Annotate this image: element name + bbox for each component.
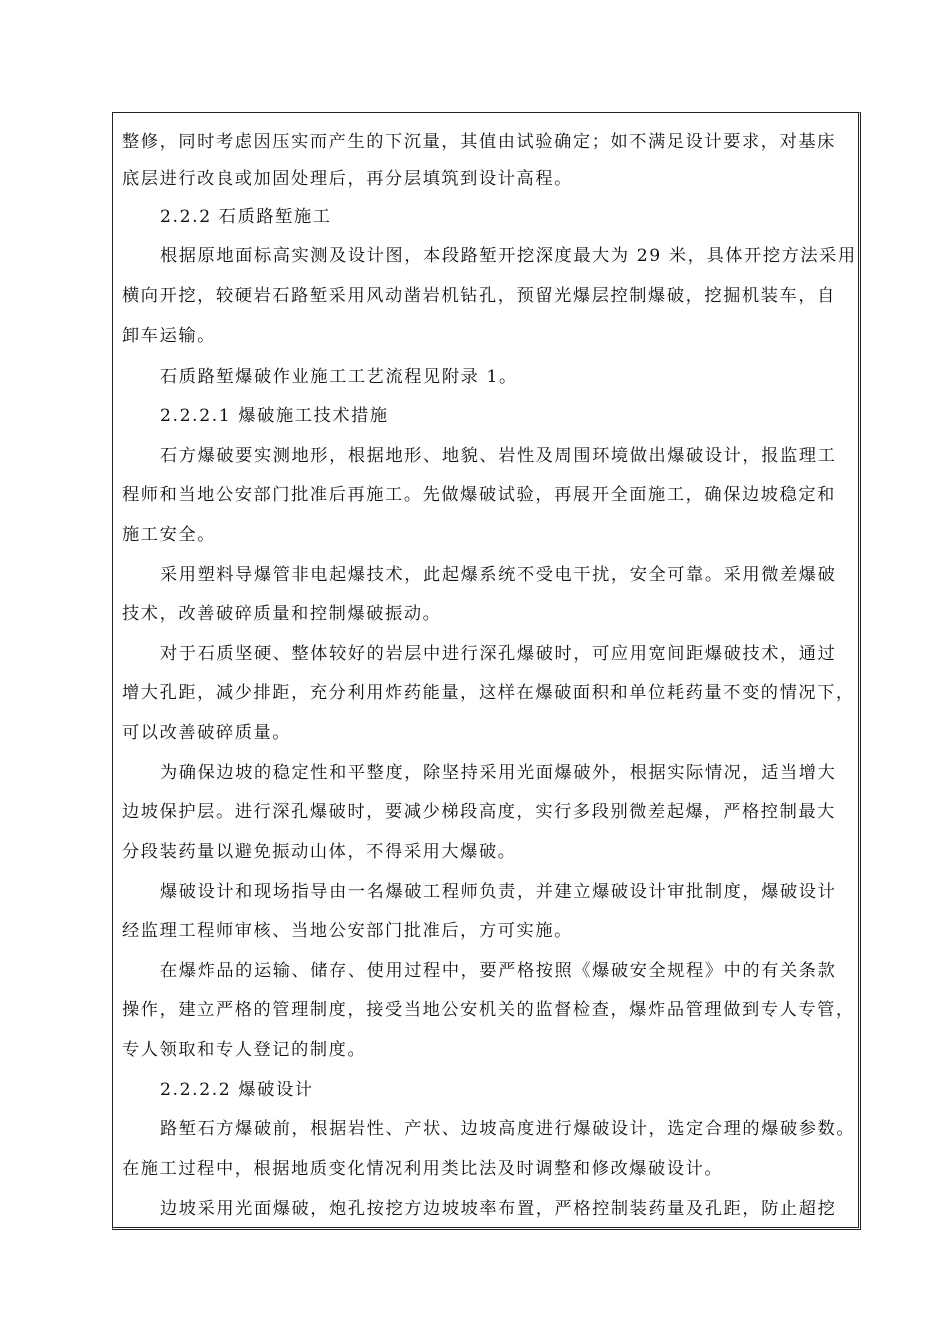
text-line: 边坡保护层。进行深孔爆破时，要减少梯段高度，实行多段别微差起爆，严格控制最大 — [122, 802, 836, 822]
text-line: 技术，改善破碎质量和控制爆破振动。 — [122, 604, 442, 624]
text-line: 爆破设计和现场指导由一名爆破工程师负责，并建立爆破设计审批制度，爆破设计 — [160, 882, 837, 902]
section-heading: 2.2.2 石质路堑施工 — [160, 207, 332, 227]
text-line: 在爆炸品的运输、储存、使用过程中，要严格按照《爆破安全规程》中的有关条款 — [160, 961, 837, 981]
text-line: 根据原地面标高实测及设计图，本段路堑开挖深度最大为 29 米，具体开挖方法采用 — [160, 246, 857, 266]
document-frame — [112, 112, 861, 1230]
text-line: 增大孔距，减少排距，充分利用炸药能量，这样在爆破面积和单位耗药量不变的情况下， — [122, 683, 855, 703]
text-line: 操作，建立严格的管理制度，接受当地公安机关的监督检查，爆炸品管理做到专人专管， — [122, 1000, 855, 1020]
text-line: 石方爆破要实测地形，根据地形、地貌、岩性及周围环境做出爆破设计，报监理工 — [160, 446, 837, 466]
text-line: 专人领取和专人登记的制度。 — [122, 1040, 367, 1060]
text-line: 采用塑料导爆管非电起爆技术，此起爆系统不受电干扰，安全可靠。采用微差爆破 — [160, 565, 837, 585]
text-line: 在施工过程中，根据地质变化情况利用类比法及时调整和修改爆破设计。 — [122, 1159, 724, 1179]
text-line: 边坡采用光面爆破，炮孔按挖方边坡坡率布置，严格控制装药量及孔距，防止超挖 — [160, 1199, 837, 1219]
text-line: 可以改善破碎质量。 — [122, 723, 292, 743]
text-line: 整修，同时考虑因压实而产生的下沉量，其值由试验确定；如不满足设计要求，对基床 — [122, 132, 836, 152]
text-line: 对于石质坚硬、整体较好的岩层中进行深孔爆破时，可应用宽间距爆破技术，通过 — [160, 644, 837, 664]
text-line: 路堑石方爆破前，根据岩性、产状、边坡高度进行爆破设计，选定合理的爆破参数。 — [160, 1119, 856, 1139]
text-line: 石质路堑爆破作业施工工艺流程见附录 1。 — [160, 367, 518, 387]
text-line: 程师和当地公安部门批准后再施工。先做爆破试验，再展开全面施工，确保边坡稳定和 — [122, 485, 836, 505]
section-heading: 2.2.2.2 爆破设计 — [160, 1080, 314, 1100]
text-line: 施工安全。 — [122, 525, 216, 545]
text-line: 横向开挖，较硬岩石路堑采用风动凿岩机钻孔，预留光爆层控制爆破，挖掘机装车，自 — [122, 286, 836, 306]
text-line: 分段装药量以避免振动山体，不得采用大爆破。 — [122, 842, 517, 862]
text-line: 底层进行改良或加固处理后，再分层填筑到设计高程。 — [122, 169, 573, 189]
text-line: 经监理工程师审核、当地公安部门批准后，方可实施。 — [122, 921, 573, 941]
text-line: 为确保边坡的稳定性和平整度，除坚持采用光面爆破外，根据实际情况，适当增大 — [160, 763, 837, 783]
section-heading: 2.2.2.1 爆破施工技术措施 — [160, 406, 389, 426]
text-line: 卸车运输。 — [122, 326, 216, 346]
